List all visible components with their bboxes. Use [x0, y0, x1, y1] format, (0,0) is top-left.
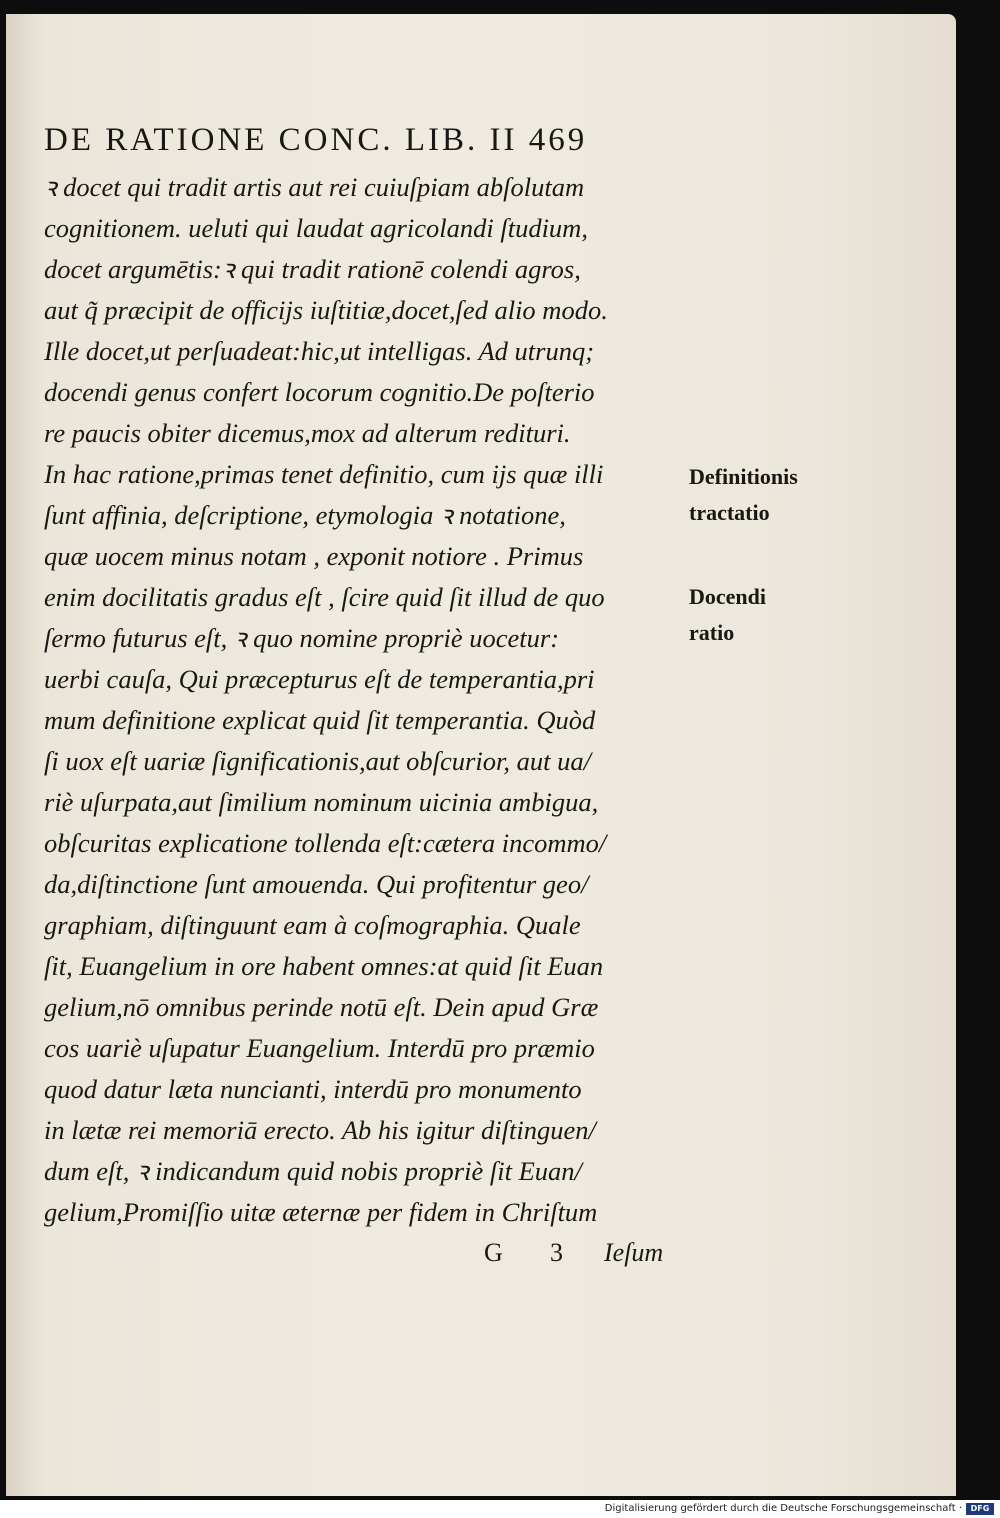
text-line: quæ uocem minus notam , exponit notiore . Primus [44, 541, 584, 571]
running-head: DE RATIONE CONC. LIB. II 469 [44, 122, 588, 158]
text-line: cognitionem. ueluti qui laudat agricolandi ſtudium, [44, 213, 588, 243]
text-line: ſermo futurus eſt, ꝛ quo nomine propriè uocetur: [44, 623, 560, 653]
leaf-number: 3 [550, 1238, 563, 1267]
text-line: ſunt affinia, deſcriptione, etymologia ꝛ notatione, [44, 500, 566, 530]
text-line: In hac ratione,primas tenet definitio, cum ijs quæ illi [44, 459, 604, 489]
text-line: cos uariè uſupatur Euangelium. Interdū pro præmio [44, 1033, 595, 1063]
text-line: enim docilitatis gradus eſt , ſcire quid ſit illud de quo [44, 582, 605, 612]
text-line: in lætæ rei memoriā erecto. Ab his igitur diſtinguen/ [44, 1115, 596, 1145]
signature-mark: G [484, 1238, 503, 1267]
marginal-note: ratio [689, 620, 735, 645]
funding-credit: Digitalisierung gefördert durch die Deutsche Forschungsgemeinschaft · [604, 1503, 962, 1514]
marginal-note: tractatio [689, 500, 770, 525]
footer-bar [0, 1500, 1000, 1518]
text-line: ſi uox eſt uariæ ſignificationis,aut obſcurior, aut ua/ [44, 746, 591, 776]
dfg-logo: DFG [966, 1503, 994, 1515]
text-line: da,diſtinctione ſunt amouenda. Qui profitentur geo/ [44, 869, 589, 899]
text-line: re paucis obiter dicemus,mox ad alterum redituri. [44, 418, 571, 448]
text-line: ſit, Euangelium in ore habent omnes:at quid ſit Euan [44, 951, 604, 981]
text-line: riè uſurpata,aut ſimilium nominum uicinia ambigua, [44, 787, 599, 817]
text-line: obſcuritas explicatione tollenda eſt:cætera incommo/ [44, 828, 607, 858]
marginal-note: Definitionis [689, 464, 798, 489]
text-line: gelium,nō omnibus perinde notū eſt. Dein apud Græ [44, 992, 599, 1022]
text-line: dum eſt, ꝛ indicandum quid nobis propriè ſit Euan/ [44, 1156, 582, 1186]
catchword: Ieſum [604, 1238, 664, 1267]
marginal-note: Docendi [689, 584, 766, 609]
text-line: uerbi cauſa, Qui præcepturus eſt de temperantia,pri [44, 664, 595, 694]
text-line: gelium,Promiſſio uitæ æternæ per fidem in Chriſtum [44, 1197, 598, 1227]
text-line: ꝛ docet qui tradit artis aut rei cuiuſpiam abſolutam [44, 172, 585, 202]
text-line: quod datur læta nuncianti, interdū pro monumento [44, 1074, 582, 1104]
text-line: docendi genus confert locorum cognitio.De poſterio [44, 377, 595, 407]
text-line: docet argumētis:ꝛ qui tradit rationē colendi agros, [44, 254, 581, 284]
text-line: aut q̃ præcipit de officijs iuſtitiæ,docet,ſed alio modo. [44, 295, 608, 325]
text-line: graphiam, diſtinguunt eam à coſmographia. Quale [44, 910, 581, 940]
text-line: mum definitione explicat quid ſit temperantia. Quòd [44, 705, 596, 735]
text-line: Ille docet,ut perſuadeat:hic,ut intelligas. Ad utrunq; [44, 336, 595, 366]
book-page [6, 14, 956, 1496]
